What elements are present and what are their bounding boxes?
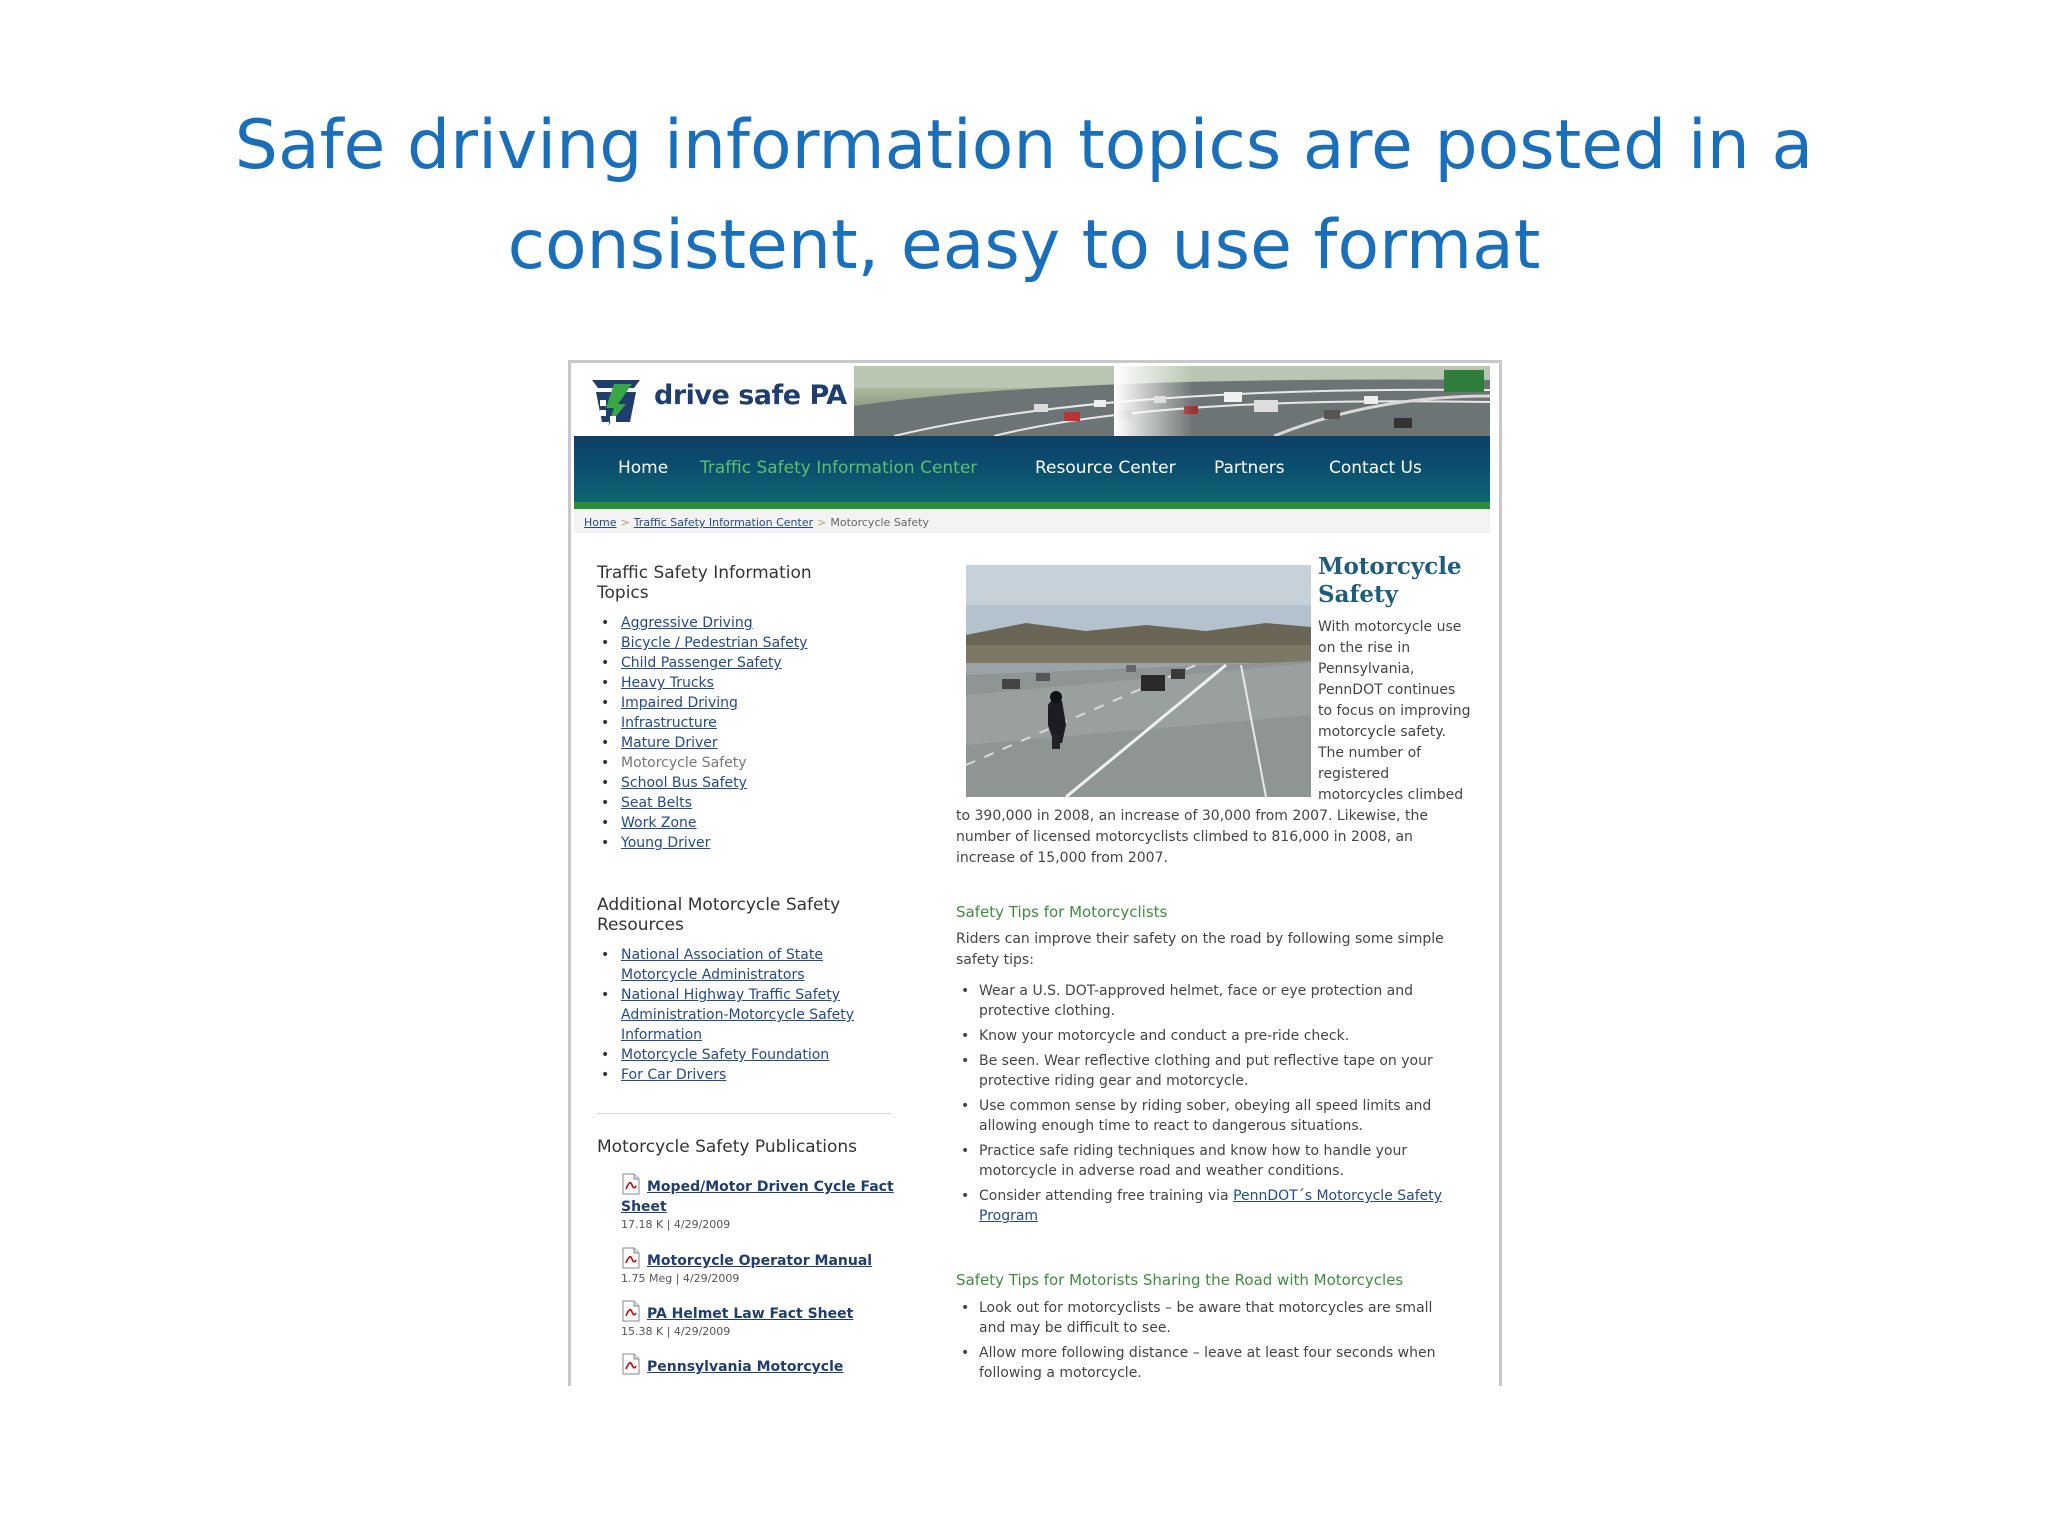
publication-link[interactable] xyxy=(621,1353,843,1377)
topic-current: • Motorcycle Safety xyxy=(599,753,807,773)
sidebar-divider xyxy=(597,1113,891,1114)
tips-intro-line: Riders can improve their safety on the road by following some simple xyxy=(956,931,1444,947)
nav-resource-center[interactable]: Resource Center xyxy=(1035,458,1176,478)
topic-link[interactable]: • School Bus Safety xyxy=(599,773,807,793)
keystone-logo-icon[interactable] xyxy=(586,374,646,430)
resources-heading-line-2: Resources xyxy=(597,915,684,935)
highway-banner-image xyxy=(854,366,1490,436)
slide-title-line-1: Safe driving information topics are posted in a xyxy=(234,106,1814,185)
motorcyclist-tips-intro xyxy=(956,929,1476,971)
publication-link[interactable] xyxy=(621,1247,872,1271)
topics-heading-line-1: Traffic Safety Information xyxy=(597,563,812,583)
tip-line: Allow more following distance – leave at least four seconds when xyxy=(979,1345,1436,1361)
nav-traffic-safety-information-center[interactable]: Traffic Safety Information Center xyxy=(700,458,978,478)
article-intro-line: The number of xyxy=(1318,745,1422,761)
tip-line: Look out for motorcyclists – be aware that motorcycles are small xyxy=(979,1300,1433,1316)
publication-link[interactable] xyxy=(621,1173,894,1217)
topics-list xyxy=(599,613,807,853)
tip-item xyxy=(956,1298,1476,1338)
article-body-line: number of licensed motorcyclists climbed to 816,000 in 2008, an xyxy=(956,829,1413,845)
tip-line: Consider attending free training via xyxy=(979,1188,1234,1204)
resource-link-nhtsa[interactable] xyxy=(599,985,854,1045)
article-intro-line: motorcycles climbed xyxy=(1318,787,1464,803)
motorists-tips-heading: Safety Tips for Motorists Sharing the Road with Motorcycles xyxy=(956,1271,1404,1289)
article-title-line-2: Safety xyxy=(1318,581,1399,608)
article-intro-line: With motorcycle use xyxy=(1318,619,1462,635)
publication-item xyxy=(621,1247,872,1287)
publication-title-line: Moped/Motor Driven Cycle Fact xyxy=(647,1179,894,1195)
topic-link[interactable]: • Seat Belts xyxy=(599,793,807,813)
topic-link[interactable]: • Impaired Driving xyxy=(599,693,807,713)
article-title xyxy=(1318,553,1462,609)
motorists-tips-list xyxy=(956,1298,1476,1386)
resource-link-line: National Association of State xyxy=(621,947,823,963)
resource-link-nasma[interactable] xyxy=(599,945,854,985)
nav-partners[interactable]: Partners xyxy=(1214,458,1285,478)
topic-link[interactable]: • Young Driver xyxy=(599,833,807,853)
slide-title xyxy=(0,96,2048,296)
publication-title-line: Pennsylvania Motorcycle xyxy=(647,1359,844,1375)
publication-meta: 15.38 K | 4/29/2009 xyxy=(621,1325,731,1338)
topics-heading-line-2: Topics xyxy=(597,583,649,603)
tip-line: motorcycle in adverse road and weather conditions. xyxy=(979,1163,1345,1179)
publication-meta: 17.18 K | 4/29/2009 xyxy=(621,1218,731,1231)
tip-line: allowing enough time to react to dangerous situations. xyxy=(979,1118,1364,1134)
resources-heading xyxy=(597,895,840,935)
tip-item xyxy=(956,981,1476,1021)
tips-intro-line: safety tips: xyxy=(956,952,1034,968)
tip-item xyxy=(956,1141,1476,1181)
tip-item xyxy=(956,1051,1476,1091)
tip-line: protective riding gear and motorcycle. xyxy=(979,1073,1249,1089)
publication-meta: 1.75 Meg | 4/29/2009 xyxy=(621,1272,740,1285)
article-intro-line: on the rise in xyxy=(1318,640,1411,656)
resource-link-line: Motorcycle Administrators xyxy=(621,967,805,983)
nav-home[interactable]: Home xyxy=(618,458,669,478)
breadcrumb-current: Motorcycle Safety xyxy=(830,516,929,529)
topic-link[interactable]: • Heavy Trucks xyxy=(599,673,807,693)
resource-link-msf[interactable]: • Motorcycle Safety Foundation xyxy=(599,1045,854,1065)
tip-link-line: PennDOT´s Motorcycle Safety xyxy=(1233,1188,1443,1204)
article-intro xyxy=(1318,617,1478,806)
pdf-icon xyxy=(621,1247,641,1269)
pdf-icon xyxy=(621,1300,641,1322)
article-intro-line: registered xyxy=(1318,766,1390,782)
site-header xyxy=(574,366,1490,436)
resource-link-car-drivers[interactable]: • For Car Drivers xyxy=(599,1065,854,1085)
tip-item xyxy=(956,1026,1476,1046)
topic-link[interactable]: • Bicycle / Pedestrian Safety xyxy=(599,633,807,653)
resources-heading-line-1: Additional Motorcycle Safety xyxy=(597,895,841,915)
tip-line: Practice safe riding techniques and know how to handle your xyxy=(979,1143,1408,1159)
breadcrumb-separator: > xyxy=(817,516,827,529)
resource-link-line: Administration-Motorcycle Safety xyxy=(621,1007,855,1023)
topic-link[interactable]: • Work Zone xyxy=(599,813,807,833)
article-body xyxy=(956,806,1476,869)
main-navigation xyxy=(574,436,1490,509)
resource-link-line: National Highway Traffic Safety xyxy=(621,987,841,1003)
resource-link-line: Information xyxy=(621,1027,703,1043)
tip-line: Wear a U.S. DOT-approved helmet, face or eye protection and xyxy=(979,983,1413,999)
resources-list xyxy=(599,945,854,1085)
site-logo-text[interactable]: drive safe PA xyxy=(654,380,847,411)
motorcyclist-tips-list xyxy=(956,981,1476,1231)
tip-item xyxy=(956,1186,1476,1226)
nav-contact-us[interactable]: Contact Us xyxy=(1329,458,1422,478)
tip-item xyxy=(956,1343,1476,1383)
article-intro-line: Pennsylvania, xyxy=(1318,661,1415,677)
article-intro-line: to focus on improving xyxy=(1318,703,1471,719)
article-body-line: to 390,000 in 2008, an increase of 30,000 from 2007. Likewise, the xyxy=(956,808,1428,824)
topic-link[interactable]: • Child Passenger Safety xyxy=(599,653,807,673)
breadcrumb-home-link[interactable]: Home xyxy=(584,516,617,529)
motorcycle-highway-photo xyxy=(966,565,1311,797)
publication-item xyxy=(621,1300,853,1340)
tip-item xyxy=(956,1096,1476,1136)
article-intro-line: PennDOT continues xyxy=(1318,682,1456,698)
topics-heading xyxy=(597,563,812,603)
tip-line: and may be difficult to see. xyxy=(979,1320,1171,1336)
slide-title-line-2: consistent, easy to use format xyxy=(507,206,1541,285)
publication-item xyxy=(621,1173,894,1233)
tip-line: Know your motorcycle and conduct a pre-ride check. xyxy=(979,1028,1350,1044)
publication-title-line: Motorcycle Operator Manual xyxy=(647,1253,873,1269)
breadcrumb-separator: > xyxy=(620,516,630,529)
publications-heading: Motorcycle Safety Publications xyxy=(597,1137,858,1157)
topic-link[interactable]: • Mature Driver xyxy=(599,733,807,753)
breadcrumb xyxy=(584,516,929,529)
publication-item xyxy=(621,1353,843,1377)
publication-link[interactable] xyxy=(621,1300,853,1324)
tip-line: following a motorcycle. xyxy=(979,1365,1142,1381)
breadcrumb-section-link[interactable]: Traffic Safety Information Center xyxy=(633,516,814,529)
article-intro-line: motorcycle safety. xyxy=(1318,724,1446,740)
tip-line: Be seen. Wear reflective clothing and put reflective tape on your xyxy=(979,1053,1433,1069)
topic-link[interactable]: • Infrastructure xyxy=(599,713,807,733)
publication-title-line: PA Helmet Law Fact Sheet xyxy=(647,1306,854,1322)
website-screenshot xyxy=(568,360,1502,1386)
publication-title-line: Sheet xyxy=(621,1199,667,1215)
tip-line: protective clothing. xyxy=(979,1003,1116,1019)
tip-link-line: Program xyxy=(979,1208,1039,1224)
pdf-icon xyxy=(621,1353,641,1375)
motorcyclist-tips-heading: Safety Tips for Motorcyclists xyxy=(956,903,1168,921)
article-title-line-1: Motorcycle xyxy=(1318,553,1462,580)
tip-line: Use common sense by riding sober, obeying all speed limits and xyxy=(979,1098,1432,1114)
topic-link[interactable]: • Aggressive Driving xyxy=(599,613,807,633)
pdf-icon xyxy=(621,1173,641,1195)
article-body-line: increase of 15,000 from 2007. xyxy=(956,850,1168,866)
